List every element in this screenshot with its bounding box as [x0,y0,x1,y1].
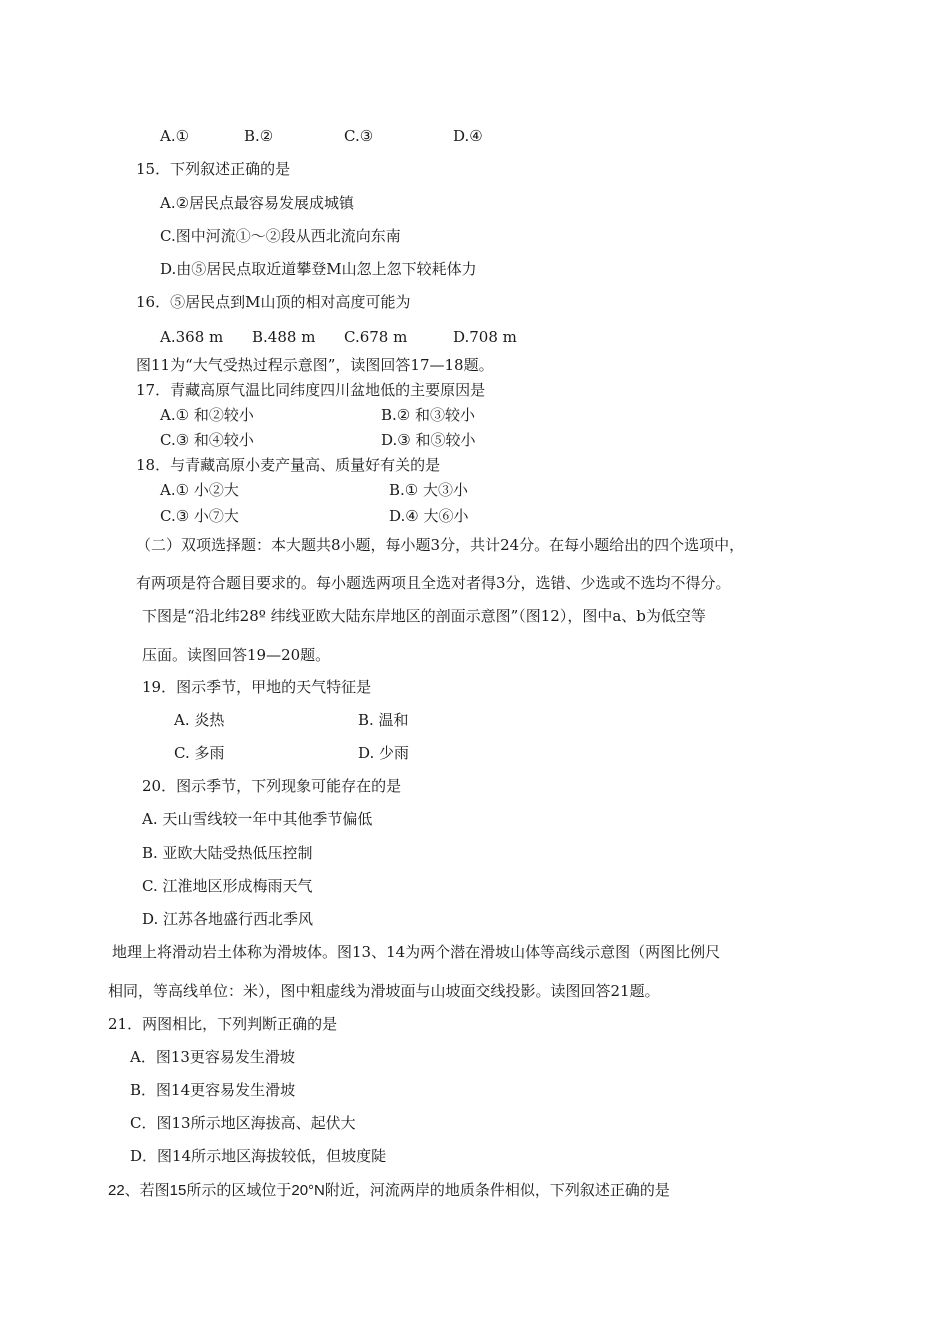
q14-option-d: D.④ [453,127,483,145]
intro-21-line1: 地理上将滑动岩土体称为滑坡体。图13、14为两个潜在滑坡山体等高线示意图（两图比例尺 [112,943,721,961]
q20-option-b: B. 亚欧大陆受热低压控制 [142,844,313,862]
q20-option-d: D. 江苏各地盛行西北季风 [142,910,314,928]
q20-stem: 20．图示季节，下列现象可能存在的是 [142,777,402,795]
q14-option-b: B.② [244,127,274,145]
q19-option-d: D. 少雨 [358,744,410,762]
q14-option-a: A.① [160,127,190,145]
intro-19-20-line2: 压面。读图回答19—20题。 [142,646,331,664]
q21-option-b: B．图14更容易发生滑坡 [130,1081,296,1099]
intro-21-line2: 相同，等高线单位：米），图中粗虚线为滑坡面与山坡面交线投影。读图回答21题。 [108,982,660,1000]
q16-option-b: B.488 m [252,328,316,346]
q19-stem: 19．图示季节，甲地的天气特征是 [142,678,372,696]
q17-option-b: B.② 和③较小 [381,406,476,424]
q18-stem: 18．与青藏高原小麦产量高、质量好有关的是 [136,456,441,474]
q21-option-c: C．图13所示地区海拔高、起伏大 [130,1114,356,1132]
section2-instructions-line1: （二）双项选择题：本大题共8小题，每小题3分，共计24分。在每小题给出的四个选项中， [136,536,745,554]
q16-option-d: D.708 m [453,328,517,346]
q18-option-a: A.① 小②大 [160,481,239,499]
q14-option-c: C.③ [344,127,374,145]
q15-option-d: D.由⑤居民点取近道攀登M山忽上忽下较耗体力 [160,260,477,278]
q17-option-a: A.① 和②较小 [160,406,254,424]
section2-instructions-line2: 有两项是符合题目要求的。每小题选两项且全选对者得3分，选错、少选或不选均不得分。 [136,574,731,592]
q17-option-d: D.③ 和⑤较小 [381,431,476,449]
intro-19-20-line1: 下图是“沿北纬28º 纬线亚欧大陆东岸地区的剖面示意图”（图12），图中a、b为低空等 [142,607,706,625]
intro-17-18: 图11为“大气受热过程示意图”，读图回答17—18题。 [136,356,494,374]
q21-stem: 21．两图相比，下列判断正确的是 [108,1015,338,1033]
q16-stem: 16．⑤居民点到M山顶的相对高度可能为 [136,293,411,311]
q17-option-c: C.③ 和④较小 [160,431,254,449]
q22-stem: 22、若图15所示的区域位于20°N附近，河流两岸的地质条件相似，下列叙述正确的是 [108,1182,670,1199]
q19-option-c: C. 多雨 [174,744,225,762]
q19-option-b: B. 温和 [358,711,409,729]
q16-option-c: C.678 m [344,328,408,346]
q18-option-c: C.③ 小⑦大 [160,507,239,525]
q19-option-a: A. 炎热 [174,711,225,729]
q18-option-d: D.④ 大⑥小 [389,507,469,525]
q15-option-c: C.图中河流①～②段从西北流向东南 [160,227,401,245]
q16-option-a: A.368 m [160,328,224,346]
q17-stem: 17．青藏高原气温比同纬度四川盆地低的主要原因是 [136,381,486,399]
q18-option-b: B.① 大③小 [389,481,469,499]
q21-option-a: A．图13更容易发生滑坡 [130,1048,295,1066]
q20-option-c: C. 江淮地区形成梅雨天气 [142,877,313,895]
q15-stem: 15．下列叙述正确的是 [136,160,291,178]
q20-option-a: A. 天山雪线较一年中其他季节偏低 [142,810,373,828]
q15-option-a: A.②居民点最容易发展成城镇 [160,194,355,212]
q21-option-d: D．图14所示地区海拔较低，但坡度陡 [130,1147,387,1165]
